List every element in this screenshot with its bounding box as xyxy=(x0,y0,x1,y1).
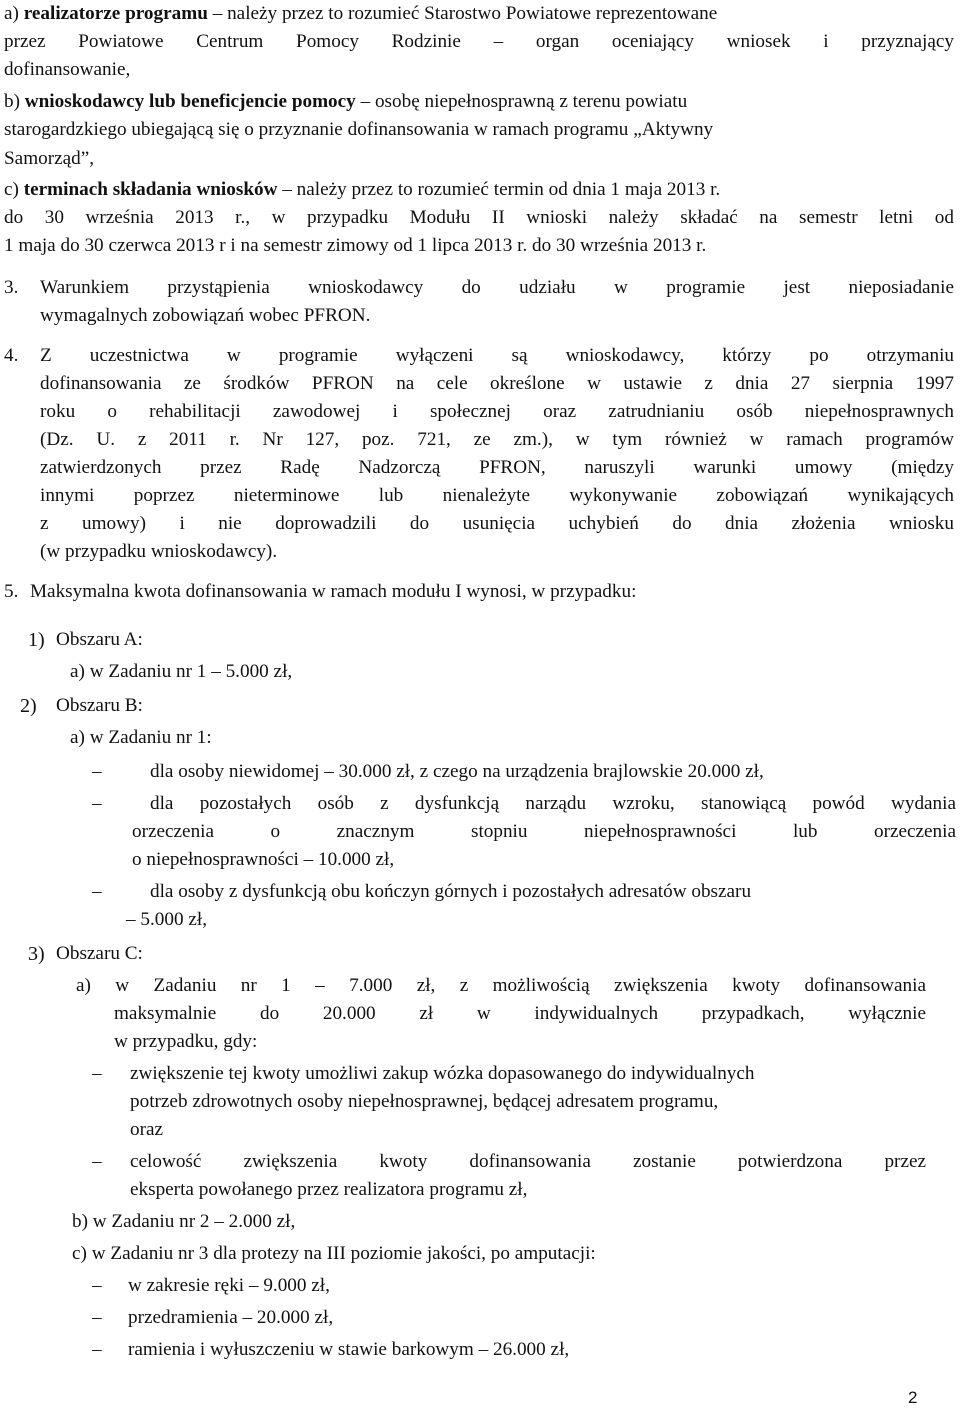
area-b-bullet-3-line-2: – 5.000 zł, xyxy=(126,909,208,930)
area-c-item-a-line-1: a) w Zadaniu nr 1 – 7.000 zł, z możliwością zwiększenia kwoty dofinansowania xyxy=(76,975,926,996)
area-c-item-c: c) w Zadaniu nr 3 dla protezy na III poziomie jakości, po amputacji: xyxy=(72,1243,596,1264)
paragraph-4-line-4: (Dz. U. z 2011 r. Nr 127, poz. 721, ze zm.), w tym również w ramach programów xyxy=(40,429,954,450)
area-c-bullet-1-line-1: zwiększenie tej kwoty umożliwi zakup wózka dopasowanego do indywidualnych xyxy=(130,1063,755,1084)
area-c-bullet-1-dash: – xyxy=(92,1063,102,1084)
definition-c-label: c) xyxy=(4,179,19,200)
paragraph-4-line-2: dofinansowania ze środków PFRON na cele określone w ustawie z dnia 27 sierpnia 1997 xyxy=(40,373,954,394)
definition-b-line-3: Samorząd”, xyxy=(4,148,95,169)
area-c-amputation-1: w zakresie ręki – 9.000 zł, xyxy=(128,1275,330,1296)
definition-b-line-1 xyxy=(4,88,687,116)
area-c-amputation-3: ramienia i wyłuszczeniu w stawie barkowym – 26.000 zł, xyxy=(128,1339,570,1360)
area-c-item-b: b) w Zadaniu nr 2 – 2.000 zł, xyxy=(72,1211,296,1232)
area-c-bullet-2-dash: – xyxy=(92,1151,102,1172)
area-a-item-a: a) w Zadaniu nr 1 – 5.000 zł, xyxy=(70,661,293,682)
definition-b-term: wnioskodawcy lub beneficjencie pomocy xyxy=(24,91,356,112)
paragraph-5-text: Maksymalna kwota dofinansowania w ramach modułu I wynosi, w przypadku: xyxy=(30,581,637,602)
definition-a-term: realizatorze programu xyxy=(23,3,208,24)
paragraph-4-line-5: zatwierdzonych przez Radę Nadzorczą PFRON, naruszyli warunki umowy (między xyxy=(40,457,954,478)
area-c-bullet-2-line-2: eksperta powołanego przez realizatora programu zł, xyxy=(130,1179,528,1200)
paragraph-4-line-3: roku o rehabilitacji zawodowej i społecznej oraz zatrudnianiu osób niepełnosprawnych xyxy=(40,401,954,422)
area-c-amputation-1-dash: – xyxy=(92,1275,102,1296)
area-c-item-a-line-2: maksymalnie do 20.000 zł w indywidualnych przypadkach, wyłącznie xyxy=(114,1003,926,1024)
definition-c-text-1: – należy przez to rozumieć termin od dnia 1 maja 2013 r. xyxy=(277,179,721,200)
definition-c-line-3: 1 maja do 30 czerwca 2013 r i na semestr zimowy od 1 lipca 2013 r. do 30 września 2013 r. xyxy=(4,235,707,256)
paragraph-3-line-1: Warunkiem przystąpienia wnioskodawcy do udziału w programie jest nieposiadanie xyxy=(40,277,954,298)
area-b-bullet-3-dash: – xyxy=(92,881,102,902)
area-b-bullet-2-line-2: orzeczenia o znacznym stopniu niepełnosprawności lub orzeczenia xyxy=(132,821,956,842)
paragraph-3-line-2: wymagalnych zobowiązań wobec PFRON. xyxy=(40,305,371,326)
area-c-number: 3) xyxy=(28,943,45,965)
area-c-amputation-3-dash: – xyxy=(92,1339,102,1360)
paragraph-3-number: 3. xyxy=(4,277,19,298)
paragraph-5-number: 5. xyxy=(4,581,19,602)
area-b-bullet-1-dash: – xyxy=(92,761,102,782)
definition-b-text-1: – osobę niepełnosprawną z terenu powiatu xyxy=(355,91,688,112)
area-b-bullet-3-line-1: dla osoby z dysfunkcją obu kończyn górnych i pozostałych adresatów obszaru xyxy=(150,881,752,902)
area-b-title: Obszaru B: xyxy=(56,695,143,716)
area-c-amputation-2-dash: – xyxy=(92,1307,102,1328)
area-b-number: 2) xyxy=(20,695,37,717)
definition-c-line-2: do 30 września 2013 r., w przypadku Modułu II wnioski należy składać na semestr letni od xyxy=(4,207,954,228)
area-b-item-a: a) w Zadaniu nr 1: xyxy=(70,727,212,748)
paragraph-4-line-1: Z uczestnictwa w programie wyłączeni są wnioskodawcy, którzy po otrzymaniu xyxy=(40,345,954,366)
definition-a-label: a) xyxy=(4,3,19,24)
definition-a-line-1 xyxy=(4,0,717,28)
area-c-title: Obszaru C: xyxy=(56,943,143,964)
area-a-title: Obszaru A: xyxy=(56,629,143,650)
area-b-bullet-2-dash: – xyxy=(92,793,102,814)
definition-c-term: terminach składania wniosków xyxy=(23,179,278,200)
area-b-bullet-1: dla osoby niewidomej – 30.000 zł, z czego na urządzenia brajlowskie 20.000 zł, xyxy=(150,761,764,782)
page-number: 2 xyxy=(908,1388,918,1407)
area-c-item-a-line-3: w przypadku, gdy: xyxy=(114,1031,258,1052)
definition-c-line-1 xyxy=(4,176,720,204)
area-c-bullet-1-line-3: oraz xyxy=(130,1119,164,1140)
paragraph-4-line-8: (w przypadku wnioskodawcy). xyxy=(40,541,278,562)
paragraph-4-line-6: innymi poprzez nieterminowe lub nienależyte wykonywanie zobowiązań wynikających xyxy=(40,485,954,506)
area-b-bullet-2-line-1: dla pozostałych osób z dysfunkcją narządu wzroku, stanowiącą powód wydania xyxy=(150,793,956,814)
definition-b-label: b) xyxy=(4,91,20,112)
area-b-bullet-2-line-3: o niepełnosprawności – 10.000 zł, xyxy=(132,849,395,870)
area-a-number: 1) xyxy=(28,629,45,651)
definition-a-line-3: dofinansowanie, xyxy=(4,59,131,80)
definition-a-text-1: – należy przez to rozumieć Starostwo Powiatowe reprezentowane xyxy=(207,3,718,24)
area-c-bullet-1-line-2: potrzeb zdrowotnych osoby niepełnosprawnej, będącej adresatem programu, xyxy=(130,1091,719,1112)
area-c-bullet-2-line-1: celowość zwiększenia kwoty dofinansowania zostanie potwierdzona przez xyxy=(130,1151,926,1172)
definition-b-line-2: starogardzkiego ubiegającą się o przyznanie dofinansowania w ramach programu „Aktywny xyxy=(4,119,714,140)
definition-a-line-2: przez Powiatowe Centrum Pomocy Rodzinie – organ oceniający wniosek i przyznający xyxy=(4,31,954,52)
area-c-amputation-2: przedramienia – 20.000 zł, xyxy=(128,1307,334,1328)
paragraph-4-number: 4. xyxy=(4,345,19,366)
paragraph-4-line-7: z umowy) i nie doprowadzili do usunięcia uchybień do dnia złożenia wniosku xyxy=(40,513,954,534)
